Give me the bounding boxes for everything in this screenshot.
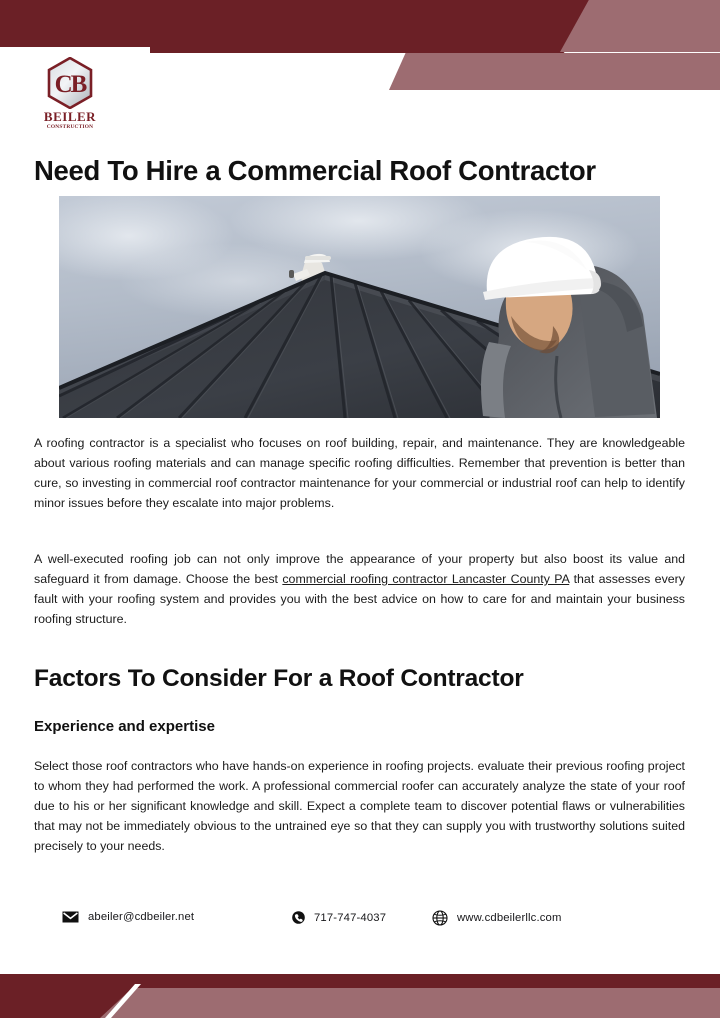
svg-text:CB: CB [54,71,86,98]
phone-icon [292,911,305,924]
hero-image [59,196,660,418]
body-paragraph-1: A roofing contractor is a specialist who focuses on roof building, repair, and maintenance. They are knowledgeable about various roofing materials and can manage specific roofing difficulties. Remember that prevention is better than cure, so investing in commercial roof contractor maintenance for your commercial or industrial roof can help to identify minor issues before they escalate into major problems. [34,436,685,510]
contact-email[interactable] [62,911,194,923]
globe-icon [432,910,448,926]
contact-phone[interactable] [292,911,386,924]
logo-tagline: CONSTRUCTION [46,124,94,130]
subsection-heading: Experience and expertise [34,718,215,735]
envelope-icon [62,911,79,923]
header-dark-bar-main [150,0,620,53]
contact-email-text: abeiler@cdbeiler.net [88,911,195,923]
hero-image-illustration [59,196,660,418]
contact-bar [62,908,662,934]
paragraph-2-text-before: A well-executed roofing job can not only improve the appearance of your property but also boost its value and safeguard it from damage. Choose the best [34,552,685,586]
commercial-roofing-contractor-link[interactable]: commercial roofing contractor Lancaster County PA [282,572,570,586]
body-paragraph-2 [34,549,685,629]
logo-hexagon-icon [47,57,93,109]
logo-company-name: BEILER [43,109,97,124]
paragraph-2-text-after: that assesses every fault with your roofing system and provides you with the best advice on how to care for and maintain your business roofing structure. [34,572,685,626]
header-light-shape-band [389,53,720,90]
contact-phone-text: 717-747-4037 [314,911,387,924]
footer-light-shape [100,988,720,1018]
company-logo [39,57,101,135]
contact-website[interactable] [432,910,562,926]
contact-website-text: www.cdbeilerllc.com [457,912,562,924]
header-dark-bar-left [0,0,157,47]
section-heading: Factors To Consider For a Roof Contractor [34,665,524,692]
body-paragraph-3: Select those roof contractors who have hands-on experience in roofing projects. evaluate their previous roofing project to whom they had performed the work. A professional commercial roofer can accurately analyze the state of your roof due to his or her significant knowledge and skill. Expect a complete team to discover potential flaws or vulnerabilities that may not be immediately obvious to the untrained eye so that they can supply you with trustworthy solutions suited precisely to your needs. [34,759,685,853]
page-title: Need To Hire a Commercial Roof Contractor [34,155,596,186]
